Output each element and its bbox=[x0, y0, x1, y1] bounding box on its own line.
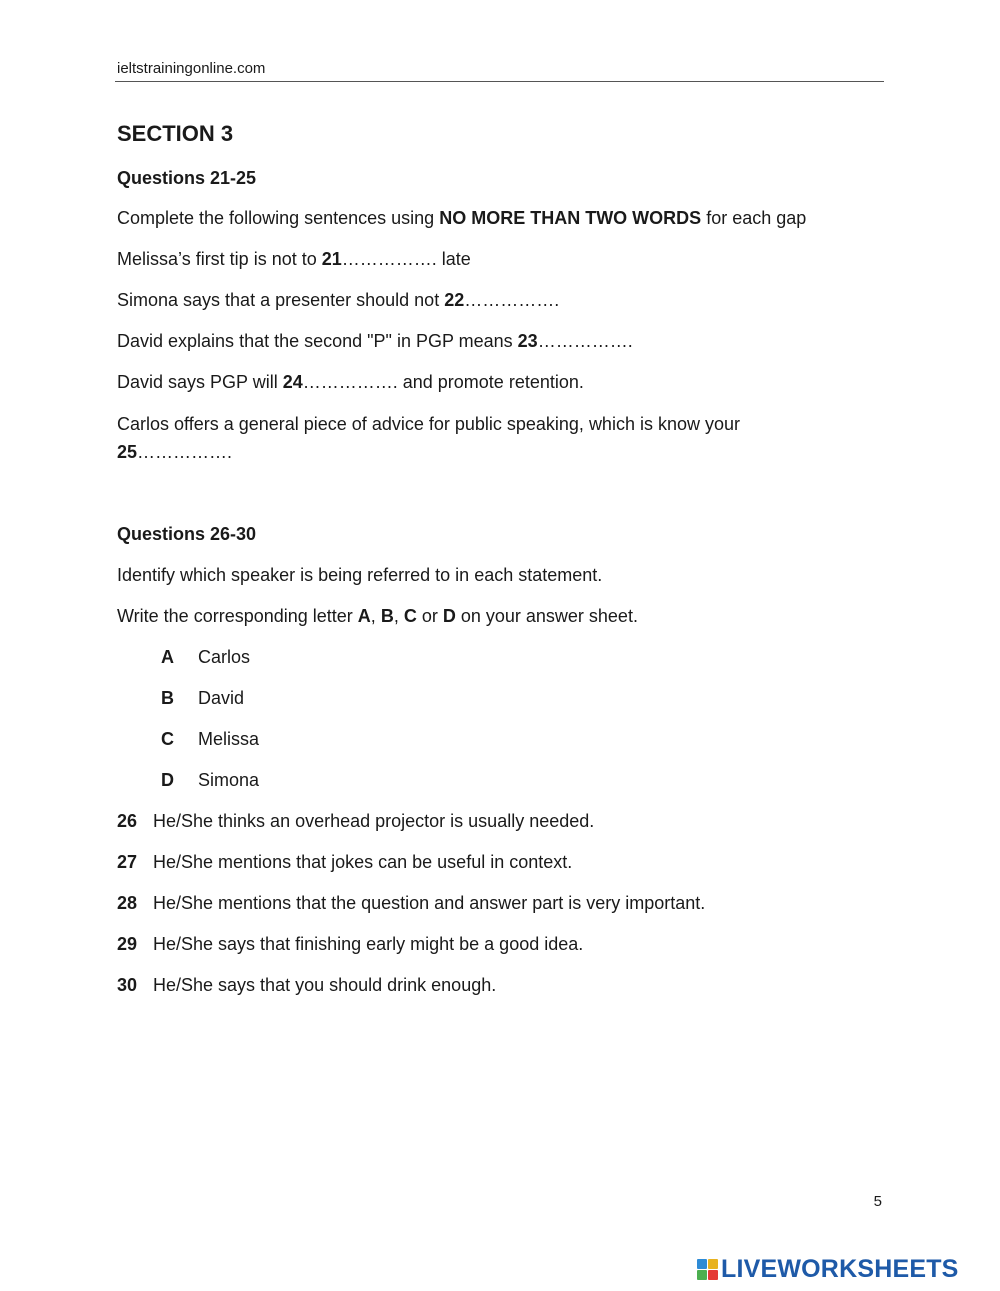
statement-text: He/She says that you should drink enough. bbox=[153, 975, 497, 995]
header-site-url: ieltstrainingonline.com bbox=[117, 60, 266, 77]
header-divider bbox=[115, 81, 884, 82]
question-21: Melissa’s first tip is not to 21……………. late bbox=[117, 249, 471, 269]
option-name: David bbox=[198, 688, 245, 708]
statement-number: 30 bbox=[117, 975, 138, 995]
question-25-line2: 25……………. bbox=[117, 442, 233, 462]
liveworksheets-brand[interactable] bbox=[697, 1254, 959, 1284]
question-22: Simona says that a presenter should not 22……………. bbox=[117, 290, 560, 310]
statement-number: 29 bbox=[117, 934, 138, 954]
statement-number: 28 bbox=[117, 893, 138, 913]
question-25-line1: Carlos offers a general piece of advice for public speaking, which is know your bbox=[117, 414, 740, 434]
statement-text: He/She thinks an overhead projector is usually needed. bbox=[153, 811, 595, 831]
statement-text: He/She mentions that jokes can be useful in context. bbox=[153, 852, 573, 872]
part2-instruction-2: Write the corresponding letter A, B, C or D on your answer sheet. bbox=[117, 606, 638, 626]
part2-instruction-1: Identify which speaker is being referred to in each statement. bbox=[117, 565, 603, 585]
question-24: David says PGP will 24……………. and promote retention. bbox=[117, 372, 584, 392]
page-number: 5 bbox=[873, 1193, 882, 1210]
section-title: SECTION 3 bbox=[117, 121, 234, 146]
brand-text: LIVEWORKSHEETS bbox=[721, 1254, 959, 1283]
statement-text: He/She mentions that the question and answer part is very important. bbox=[153, 893, 706, 913]
option-name: Carlos bbox=[198, 647, 251, 667]
option-letter: A bbox=[161, 647, 174, 667]
option-letter: B bbox=[161, 688, 174, 708]
option-letter: D bbox=[161, 770, 174, 790]
liveworksheets-logo-icon bbox=[697, 1259, 718, 1280]
option-letter: C bbox=[161, 729, 174, 749]
questions-21-25-heading: Questions 21-25 bbox=[117, 168, 257, 188]
option-name: Simona bbox=[198, 770, 260, 790]
questions-26-30-heading: Questions 26-30 bbox=[117, 524, 257, 544]
statement-number: 26 bbox=[117, 811, 138, 831]
option-name: Melissa bbox=[198, 729, 260, 749]
statement-text: He/She says that finishing early might be a good idea. bbox=[153, 934, 584, 954]
statement-number: 27 bbox=[117, 852, 138, 872]
question-23: David explains that the second "P" in PGP means 23……………. bbox=[117, 331, 633, 351]
part1-instruction: Complete the following sentences using NO MORE THAN TWO WORDS for each gap bbox=[117, 208, 807, 228]
